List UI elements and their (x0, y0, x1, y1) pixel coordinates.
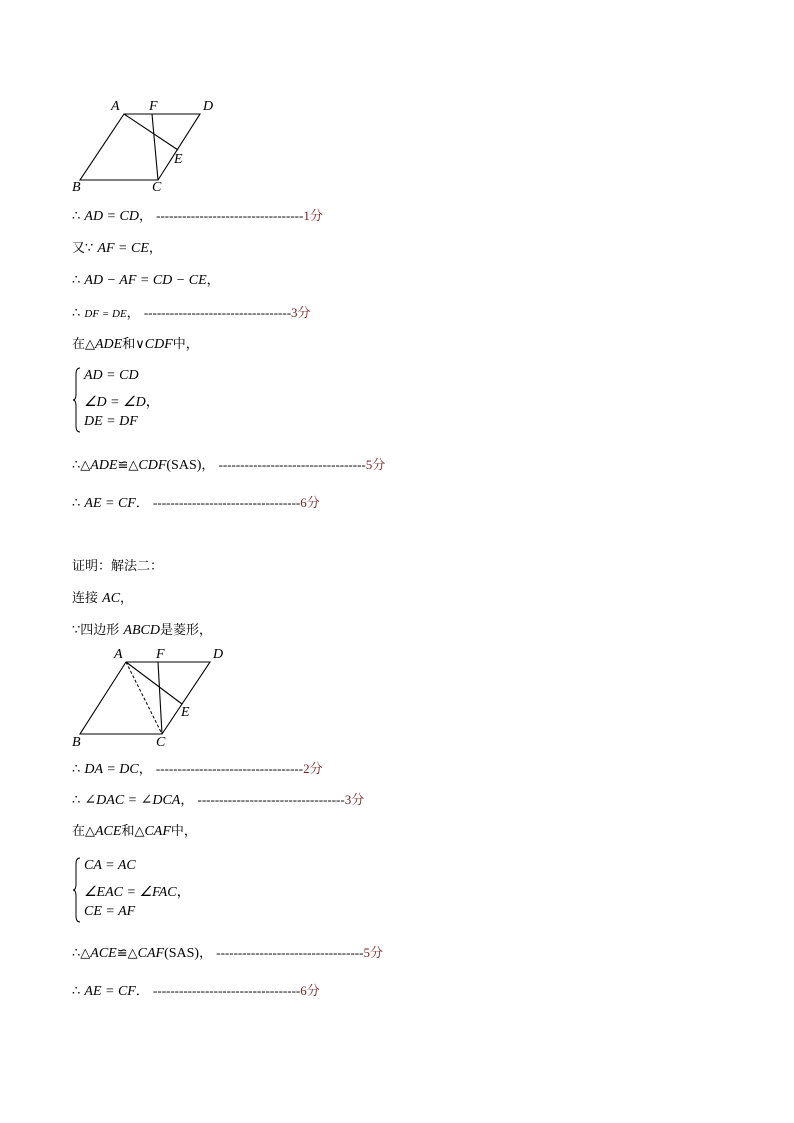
system-row-2: ∠EAC = ∠FAC， (84, 885, 191, 900)
sol1-line-4: ∴ DF = DE， ----------------------------------3分 (72, 305, 311, 321)
rhombus-outline-2 (80, 662, 210, 734)
label-D-1: D (203, 99, 214, 114)
sol2-line-2: ∵四边形 ABCD是菱形， (72, 623, 213, 638)
segment-CF-1 (152, 114, 158, 180)
label-A-1: A (111, 99, 120, 114)
sol1-equation-system (72, 366, 192, 436)
label-C-2: C (156, 735, 166, 750)
sol1-line-5: 在△ADE和∨CDF中， (72, 337, 199, 352)
rhombus-figure-1 (66, 94, 226, 196)
system-row-3: DE = DF (84, 414, 138, 429)
label-F-2: F (156, 647, 165, 662)
sol1-line-3: ∴ AD − AF = CD − CE， (72, 273, 220, 288)
sol1-line-2: 又∵ AF = CE， (72, 241, 162, 256)
sol2-line-5: 在△ACE和△CAF中， (72, 824, 197, 839)
sol1-line-7: ∴ AE = CF． ----------------------------------6分 (72, 495, 320, 511)
label-E-2: E (181, 705, 190, 720)
score-mark: 6分 (300, 495, 320, 510)
label-D-2: D (213, 647, 224, 662)
sol2-line-7: ∴ AE = CF． ----------------------------------6分 (72, 983, 320, 999)
score-mark: 5分 (365, 457, 386, 472)
label-B-2: B (72, 735, 81, 750)
system-row-1: AD = CD (84, 368, 139, 383)
label-E-1: E (174, 152, 183, 167)
sol2-line-6: ∴△ACE≌△CAF(SAS)， ----------------------------------5分 (72, 945, 383, 961)
system-row-2: ∠D = ∠D， (84, 395, 160, 410)
sol1-line-1: ∴ AD = CD， ----------------------------------1分 (72, 208, 323, 224)
segment-AE-2 (126, 662, 182, 704)
score-mark: 6分 (300, 983, 320, 998)
segment-CF-2 (158, 662, 162, 734)
sol2-equation-system (72, 856, 212, 926)
sol1-line-6: ∴△ADE≌△CDF(SAS)， ----------------------------------5分 (72, 457, 386, 473)
score-mark: 3分 (291, 305, 311, 320)
score-mark: 2分 (303, 761, 323, 776)
score-mark: 1分 (303, 208, 323, 223)
left-brace (72, 856, 82, 924)
rhombus-figure-2 (66, 642, 236, 750)
sol2-line-1: 连接 AC， (72, 591, 134, 606)
segment-AE-1 (124, 114, 178, 150)
segment-AC-dashed (126, 662, 162, 734)
label-F-1: F (149, 99, 158, 114)
left-brace (72, 366, 82, 434)
label-C-1: C (152, 180, 162, 195)
sol2-line-3: ∴ DA = DC， ----------------------------------2分 (72, 761, 323, 777)
system-row-3: CE = AF (84, 904, 136, 919)
sol2-heading: 证明：解法二： (72, 559, 164, 574)
score-mark: 3分 (344, 792, 365, 807)
score-mark: 5分 (363, 945, 383, 960)
label-A-2: A (114, 647, 123, 662)
sol2-line-4: ∴ ∠DAC = ∠DCA， ----------------------------------3分 (72, 792, 365, 808)
label-B-1: B (72, 180, 81, 195)
rhombus-outline-1 (80, 114, 200, 180)
system-row-1: CA = AC (84, 858, 136, 873)
